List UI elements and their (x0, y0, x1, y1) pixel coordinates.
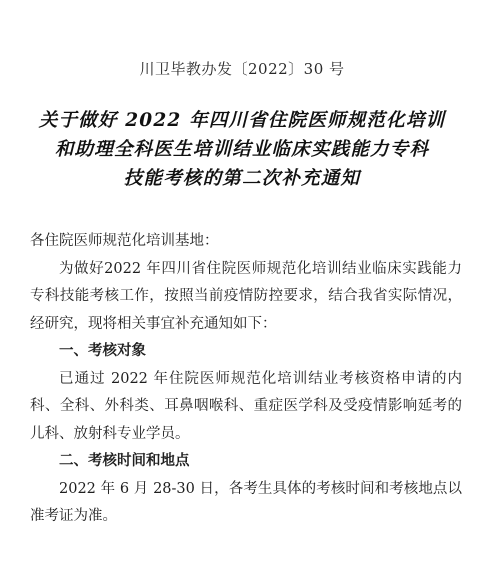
document-title (22, 106, 462, 193)
section-paragraph: 2022 年 6 月 28-30 日，各考生具体的考核时间和考核地点以准考证为准。 (30, 480, 462, 524)
section-heading: 二、考核时间和地点 (59, 453, 190, 469)
salutation: 各住院医师规范化培训基地： (30, 233, 219, 249)
title-line: 技能考核的第二次补充通知 (123, 168, 361, 189)
title-line: 关于做好 2022 年四川省住院医师规范化培训 (38, 110, 446, 131)
section-heading: 一、考核对象 (59, 343, 146, 359)
document-number: 川卫毕教办发〔2022〕30 号 (139, 60, 345, 78)
intro-paragraph: 为做好2022 年四川省住院医师规范化培训结业临床实践能力专科技能考核工作，按照当前疫情防控要求，结合我省实际情况，经研究，现将相关事宜补充通知如下： (30, 260, 462, 332)
title-line: 和助理全科医生培训结业临床实践能力专科 (54, 139, 430, 160)
document-body (30, 228, 462, 531)
section-paragraph: 已通过 2022 年住院医师规范化培训结业考核资格申请的内科、全科、外科类、耳鼻咽喉科、重症医学科及受疫情影响延考的儿科、放射科专业学员。 (30, 370, 462, 442)
